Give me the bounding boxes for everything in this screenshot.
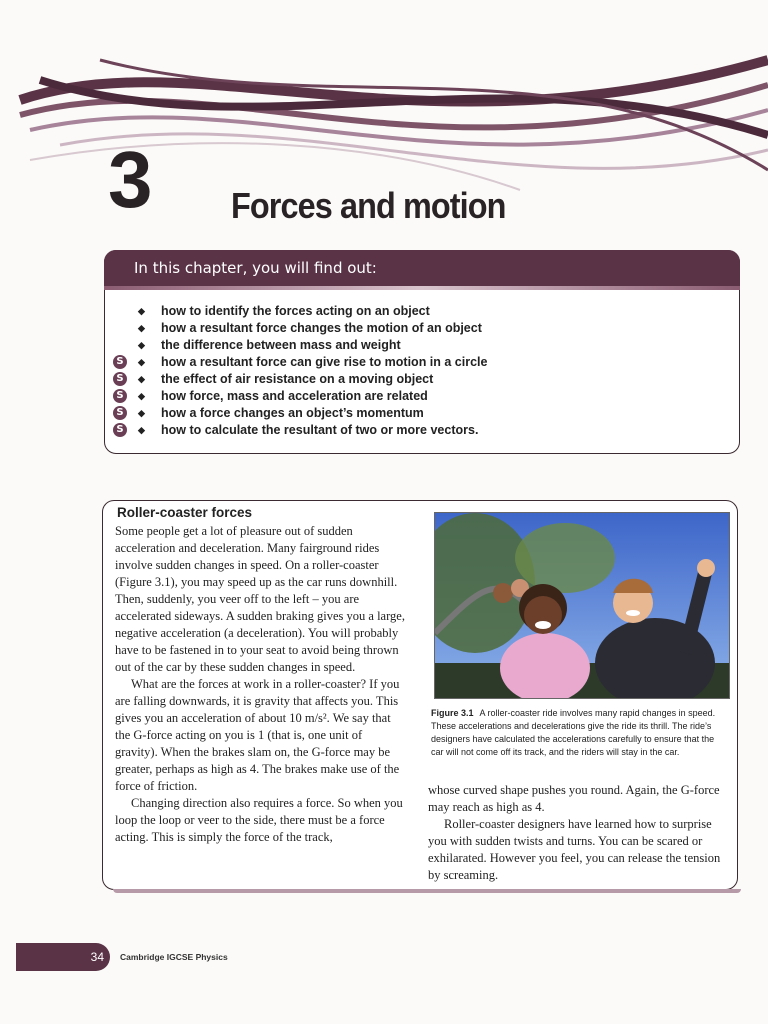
case-study-paragraph: Some people get a lot of pleasure out of sudden acceleration and deceleration. Many fairground rides involve sudden changes in speed. On a roller-coaster (Figure 3.1), you may speed up as the car runs downhill. Then, suddenly, you veer off to the left – you are accelerated sideways. A sudden braking gives you a large, negative acceleration (a deceleration). You will probably have to be fastened in to your seat to avoid being thrown out of the car by these sudden changes in speed. <box>115 524 405 674</box>
case-study-paragraph: whose curved shape pushes you round. Again, the G-force may reach as high as 4. <box>428 783 720 814</box>
supplement-s-icon: S <box>113 355 127 369</box>
diamond-bullet-icon: ◆ <box>138 425 145 435</box>
supplement-s-icon: S <box>113 372 127 386</box>
book-title: Cambridge IGCSE Physics <box>120 952 228 962</box>
case-study-paragraph: Roller-coaster designers have learned how to surprise you with sudden twists and turns. You can be scared or exhilarated. However you feel, you can release the tension by screaming. <box>428 817 721 882</box>
objective-item <box>113 388 487 405</box>
diamond-bullet-icon: ◆ <box>138 391 145 401</box>
objective-text: the difference between mass and weight <box>161 338 401 352</box>
objective-item <box>113 371 487 388</box>
diamond-bullet-icon: ◆ <box>138 357 145 367</box>
figure-label: Figure 3.1 <box>431 708 474 718</box>
diamond-bullet-icon: ◆ <box>138 374 145 384</box>
chapter-title: Forces and motion <box>231 185 506 226</box>
objectives-heading: In this chapter, you will find out: <box>104 250 740 286</box>
diamond-bullet-icon: ◆ <box>138 323 145 333</box>
supplement-s-icon: S <box>113 406 127 420</box>
supplement-s-icon: S <box>113 423 127 437</box>
case-study-left-column <box>115 523 405 846</box>
objective-text: how to identify the forces acting on an object <box>161 304 430 318</box>
case-study-right-column <box>428 782 728 884</box>
objective-text: how a resultant force can give rise to motion in a circle <box>161 355 488 369</box>
case-study-heading: Roller-coaster forces <box>117 505 253 520</box>
objective-item <box>113 422 487 439</box>
diamond-bullet-icon: ◆ <box>138 306 145 316</box>
objective-text: how a resultant force changes the motion of an object <box>161 321 482 335</box>
case-study-paragraph: Changing direction also requires a force. So when you loop the loop or veer to the side, there must be a force acting. This is simply the force of the track, <box>115 796 403 844</box>
objective-item <box>113 303 487 320</box>
diamond-bullet-icon: ◆ <box>138 340 145 350</box>
diamond-bullet-icon: ◆ <box>138 408 145 418</box>
roller-coaster-photo <box>434 512 730 699</box>
page-number-tab: 34 <box>16 943 110 971</box>
objective-text: how to calculate the resultant of two or more vectors. <box>161 423 479 437</box>
figure-caption <box>431 707 723 759</box>
chapter-objectives-box <box>104 250 740 454</box>
objective-item <box>113 354 487 371</box>
objective-item <box>113 337 487 354</box>
objective-item <box>113 320 487 337</box>
objective-item <box>113 405 487 422</box>
roller-coaster-photo-illustration <box>435 513 729 698</box>
figure-caption-text: A roller-coaster ride involves many rapid changes in speed. These accelerations and decelerations give the ride its thrill. The ride’s designers have calculated the accelerations carefully to ensure that the car will not come off its track, and the riders will stay in the car. <box>431 708 716 757</box>
case-study-box <box>102 500 738 890</box>
objective-text: the effect of air resistance on a moving object <box>161 372 434 386</box>
objectives-list <box>113 303 487 439</box>
objective-text: how a force changes an object’s momentum <box>161 406 424 420</box>
case-study-paragraph: What are the forces at work in a roller-coaster? If you are falling downwards, it is gravity that affects you. This gives you an acceleration of about 10 m/s². We say that the G-force acting on you is 1 (that is, one unit of gravity). When the brakes slam on, the G-force may be greater, perhaps as high as 4. The brakes make use of the force of friction. <box>115 677 400 793</box>
supplement-s-icon: S <box>113 389 127 403</box>
objective-text: how force, mass and acceleration are related <box>161 389 428 403</box>
chapter-number: 3 <box>108 135 151 224</box>
